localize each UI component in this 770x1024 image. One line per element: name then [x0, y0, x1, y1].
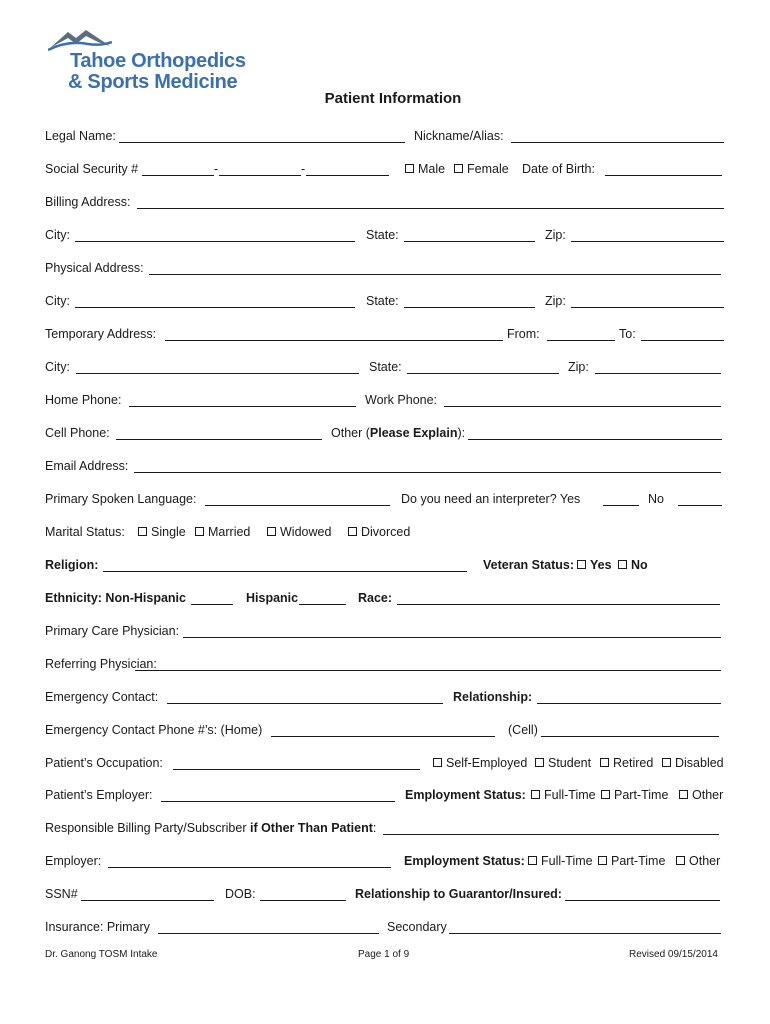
insurance-primary-field[interactable] [158, 933, 379, 934]
logo-line-2: & Sports Medicine [68, 71, 238, 93]
veteran-no-label: No [631, 558, 648, 572]
student-checkbox[interactable] [535, 758, 544, 767]
married-label: Married [208, 525, 251, 539]
ssn-part3-field[interactable] [306, 175, 389, 176]
footer-revised: Revised 09/15/2014 [629, 949, 718, 960]
home-phone-field[interactable] [129, 406, 356, 407]
ssn-part1-field[interactable] [142, 175, 214, 176]
zip-label: Zip: [545, 228, 566, 242]
ssn-dash-2: - [301, 162, 306, 176]
retired-checkbox[interactable] [600, 758, 609, 767]
city-label: City: [45, 360, 70, 374]
retired-label: Retired [613, 756, 654, 770]
race-label: Race: [358, 591, 393, 605]
part-time-label: Part-Time [614, 788, 669, 802]
logo-line-1: Tahoe Orthopedics [70, 50, 246, 72]
insurance-secondary-label: Secondary [387, 920, 447, 934]
male-checkbox[interactable] [405, 164, 414, 173]
billing-address-field[interactable] [137, 208, 724, 209]
other-employment-checkbox[interactable] [679, 790, 688, 799]
work-phone-label: Work Phone: [365, 393, 438, 407]
full-time-checkbox[interactable] [528, 856, 537, 865]
state-label: State: [366, 228, 399, 242]
city-label: City: [45, 228, 70, 242]
male-label: Male [418, 162, 446, 176]
mountain-logo-icon [48, 26, 112, 52]
physical-address-field[interactable] [149, 274, 721, 275]
widowed-checkbox[interactable] [267, 527, 276, 536]
guarantor-dob-field[interactable] [260, 900, 346, 901]
zip-field[interactable] [571, 307, 724, 308]
full-time-label: Full-Time [541, 854, 593, 868]
relationship-field[interactable] [537, 703, 721, 704]
veteran-yes-checkbox[interactable] [577, 560, 586, 569]
religion-label: Religion: [45, 558, 99, 572]
veteran-yes-label: Yes [590, 558, 612, 572]
dob-field[interactable] [605, 175, 722, 176]
state-label: State: [366, 294, 399, 308]
insurance-secondary-field[interactable] [449, 933, 721, 934]
dob-label: Date of Birth: [522, 162, 595, 176]
city-field[interactable] [75, 307, 355, 308]
interpreter-no-label: No [648, 492, 664, 506]
insurance-primary-label: Insurance: Primary [45, 920, 150, 934]
disabled-checkbox[interactable] [662, 758, 671, 767]
student-label: Student [548, 756, 592, 770]
referring-label: Referring Physician: [45, 657, 157, 671]
referring-field[interactable] [135, 670, 721, 671]
employer-label: Employer: [45, 854, 102, 868]
responsible-party-field[interactable] [383, 834, 719, 835]
full-time-label: Full-Time [544, 788, 596, 802]
billing-address-label: Billing Address: [45, 195, 131, 209]
relationship-guarantor-label: Relationship to Guarantor/Insured: [355, 887, 562, 901]
to-field[interactable] [641, 340, 724, 341]
page-title: Patient Information [324, 90, 462, 107]
divorced-checkbox[interactable] [348, 527, 357, 536]
email-field[interactable] [134, 472, 721, 473]
nickname-field[interactable] [511, 142, 724, 143]
ethnicity-label: Ethnicity: Non-Hispanic [45, 591, 186, 605]
state-field[interactable] [407, 373, 559, 374]
part-time-checkbox[interactable] [598, 856, 607, 865]
other-phone-field[interactable] [468, 439, 722, 440]
cell-phone-label: Cell Phone: [45, 426, 110, 440]
patient-employer-label: Patient’s Employer: [45, 788, 153, 802]
other-phone-label: Other (Please Explain): [331, 426, 466, 440]
footer-page-number: Page 1 of 9 [358, 949, 410, 960]
nickname-label: Nickname/Alias: [414, 129, 504, 143]
interpreter-yes-field[interactable] [603, 505, 639, 506]
language-label: Primary Spoken Language: [45, 492, 197, 506]
language-field[interactable] [205, 505, 390, 506]
part-time-label: Part-Time [611, 854, 666, 868]
pcp-field[interactable] [183, 637, 721, 638]
legal-name-field[interactable] [119, 142, 405, 143]
zip-field[interactable] [571, 241, 724, 242]
responsible-party-label: Responsible Billing Party/Subscriber if Other Than Patient: [45, 821, 377, 835]
full-time-checkbox[interactable] [531, 790, 540, 799]
other-employment-label: Other [692, 788, 724, 802]
practice-logo [44, 26, 254, 93]
legal-name-label: Legal Name: [45, 129, 116, 143]
zip-field[interactable] [595, 373, 721, 374]
widowed-label: Widowed [280, 525, 332, 539]
race-field[interactable] [397, 604, 720, 605]
pcp-label: Primary Care Physician: [45, 624, 180, 638]
emergency-cell-label: (Cell) [508, 723, 538, 737]
city-field[interactable] [75, 241, 355, 242]
work-phone-field[interactable] [444, 406, 721, 407]
religion-field[interactable] [103, 571, 467, 572]
female-checkbox[interactable] [454, 164, 463, 173]
footer-left: Dr. Ganong TOSM Intake [45, 949, 158, 960]
single-checkbox[interactable] [138, 527, 147, 536]
state-label: State: [369, 360, 402, 374]
state-field[interactable] [404, 241, 535, 242]
female-label: Female [467, 162, 509, 176]
temporary-address-field[interactable] [165, 340, 503, 341]
guarantor-ssn-field[interactable] [81, 900, 214, 901]
relationship-label: Relationship: [453, 690, 533, 704]
interpreter-label: Do you need an interpreter? Yes [401, 492, 581, 506]
to-label: To: [619, 327, 636, 341]
state-field[interactable] [404, 307, 535, 308]
occupation-label: Patient’s Occupation: [45, 756, 163, 770]
emergency-cell-phone-field[interactable] [541, 736, 719, 737]
veteran-no-checkbox[interactable] [618, 560, 627, 569]
home-phone-label: Home Phone: [45, 393, 122, 407]
employment-status-label: Employment Status: [405, 788, 526, 802]
from-field[interactable] [547, 340, 615, 341]
physical-address-label: Physical Address: [45, 261, 144, 275]
emergency-phone-label: Emergency Contact Phone #’s: (Home) [45, 723, 263, 737]
relationship-guarantor-field[interactable] [565, 900, 720, 901]
city-label: City: [45, 294, 70, 308]
self-employed-checkbox[interactable] [433, 758, 442, 767]
veteran-status-label: Veteran Status: [483, 558, 575, 572]
city-field[interactable] [76, 373, 359, 374]
self-employed-label: Self-Employed [446, 756, 528, 770]
other-employment-checkbox[interactable] [676, 856, 685, 865]
ssn-part2-field[interactable] [219, 175, 301, 176]
emergency-contact-field[interactable] [167, 703, 443, 704]
guarantor-dob-label: DOB: [225, 887, 256, 901]
from-label: From: [507, 327, 540, 341]
patient-employer-field[interactable] [161, 801, 395, 802]
emergency-contact-label: Emergency Contact: [45, 690, 159, 704]
email-label: Email Address: [45, 459, 129, 473]
divorced-label: Divorced [361, 525, 411, 539]
ssn-label: Social Security # [45, 162, 139, 176]
temporary-address-label: Temporary Address: [45, 327, 157, 341]
guarantor-ssn-label: SSN# [45, 887, 78, 901]
single-label: Single [151, 525, 186, 539]
other-employment-label: Other [689, 854, 721, 868]
hispanic-label: Hispanic [246, 591, 299, 605]
hispanic-field[interactable] [299, 604, 346, 605]
zip-label: Zip: [568, 360, 589, 374]
emergency-home-phone-field[interactable] [271, 736, 495, 737]
marital-status-label: Marital Status: [45, 525, 125, 539]
disabled-label: Disabled [675, 756, 724, 770]
married-checkbox[interactable] [195, 527, 204, 536]
zip-label: Zip: [545, 294, 566, 308]
employment-status-label: Employment Status: [404, 854, 525, 868]
interpreter-no-field[interactable] [678, 505, 722, 506]
non-hispanic-field[interactable] [191, 604, 233, 605]
ssn-dash-1: - [214, 162, 219, 176]
part-time-checkbox[interactable] [601, 790, 610, 799]
occupation-field[interactable] [173, 769, 420, 770]
cell-phone-field[interactable] [116, 439, 322, 440]
employer-field[interactable] [108, 867, 391, 868]
